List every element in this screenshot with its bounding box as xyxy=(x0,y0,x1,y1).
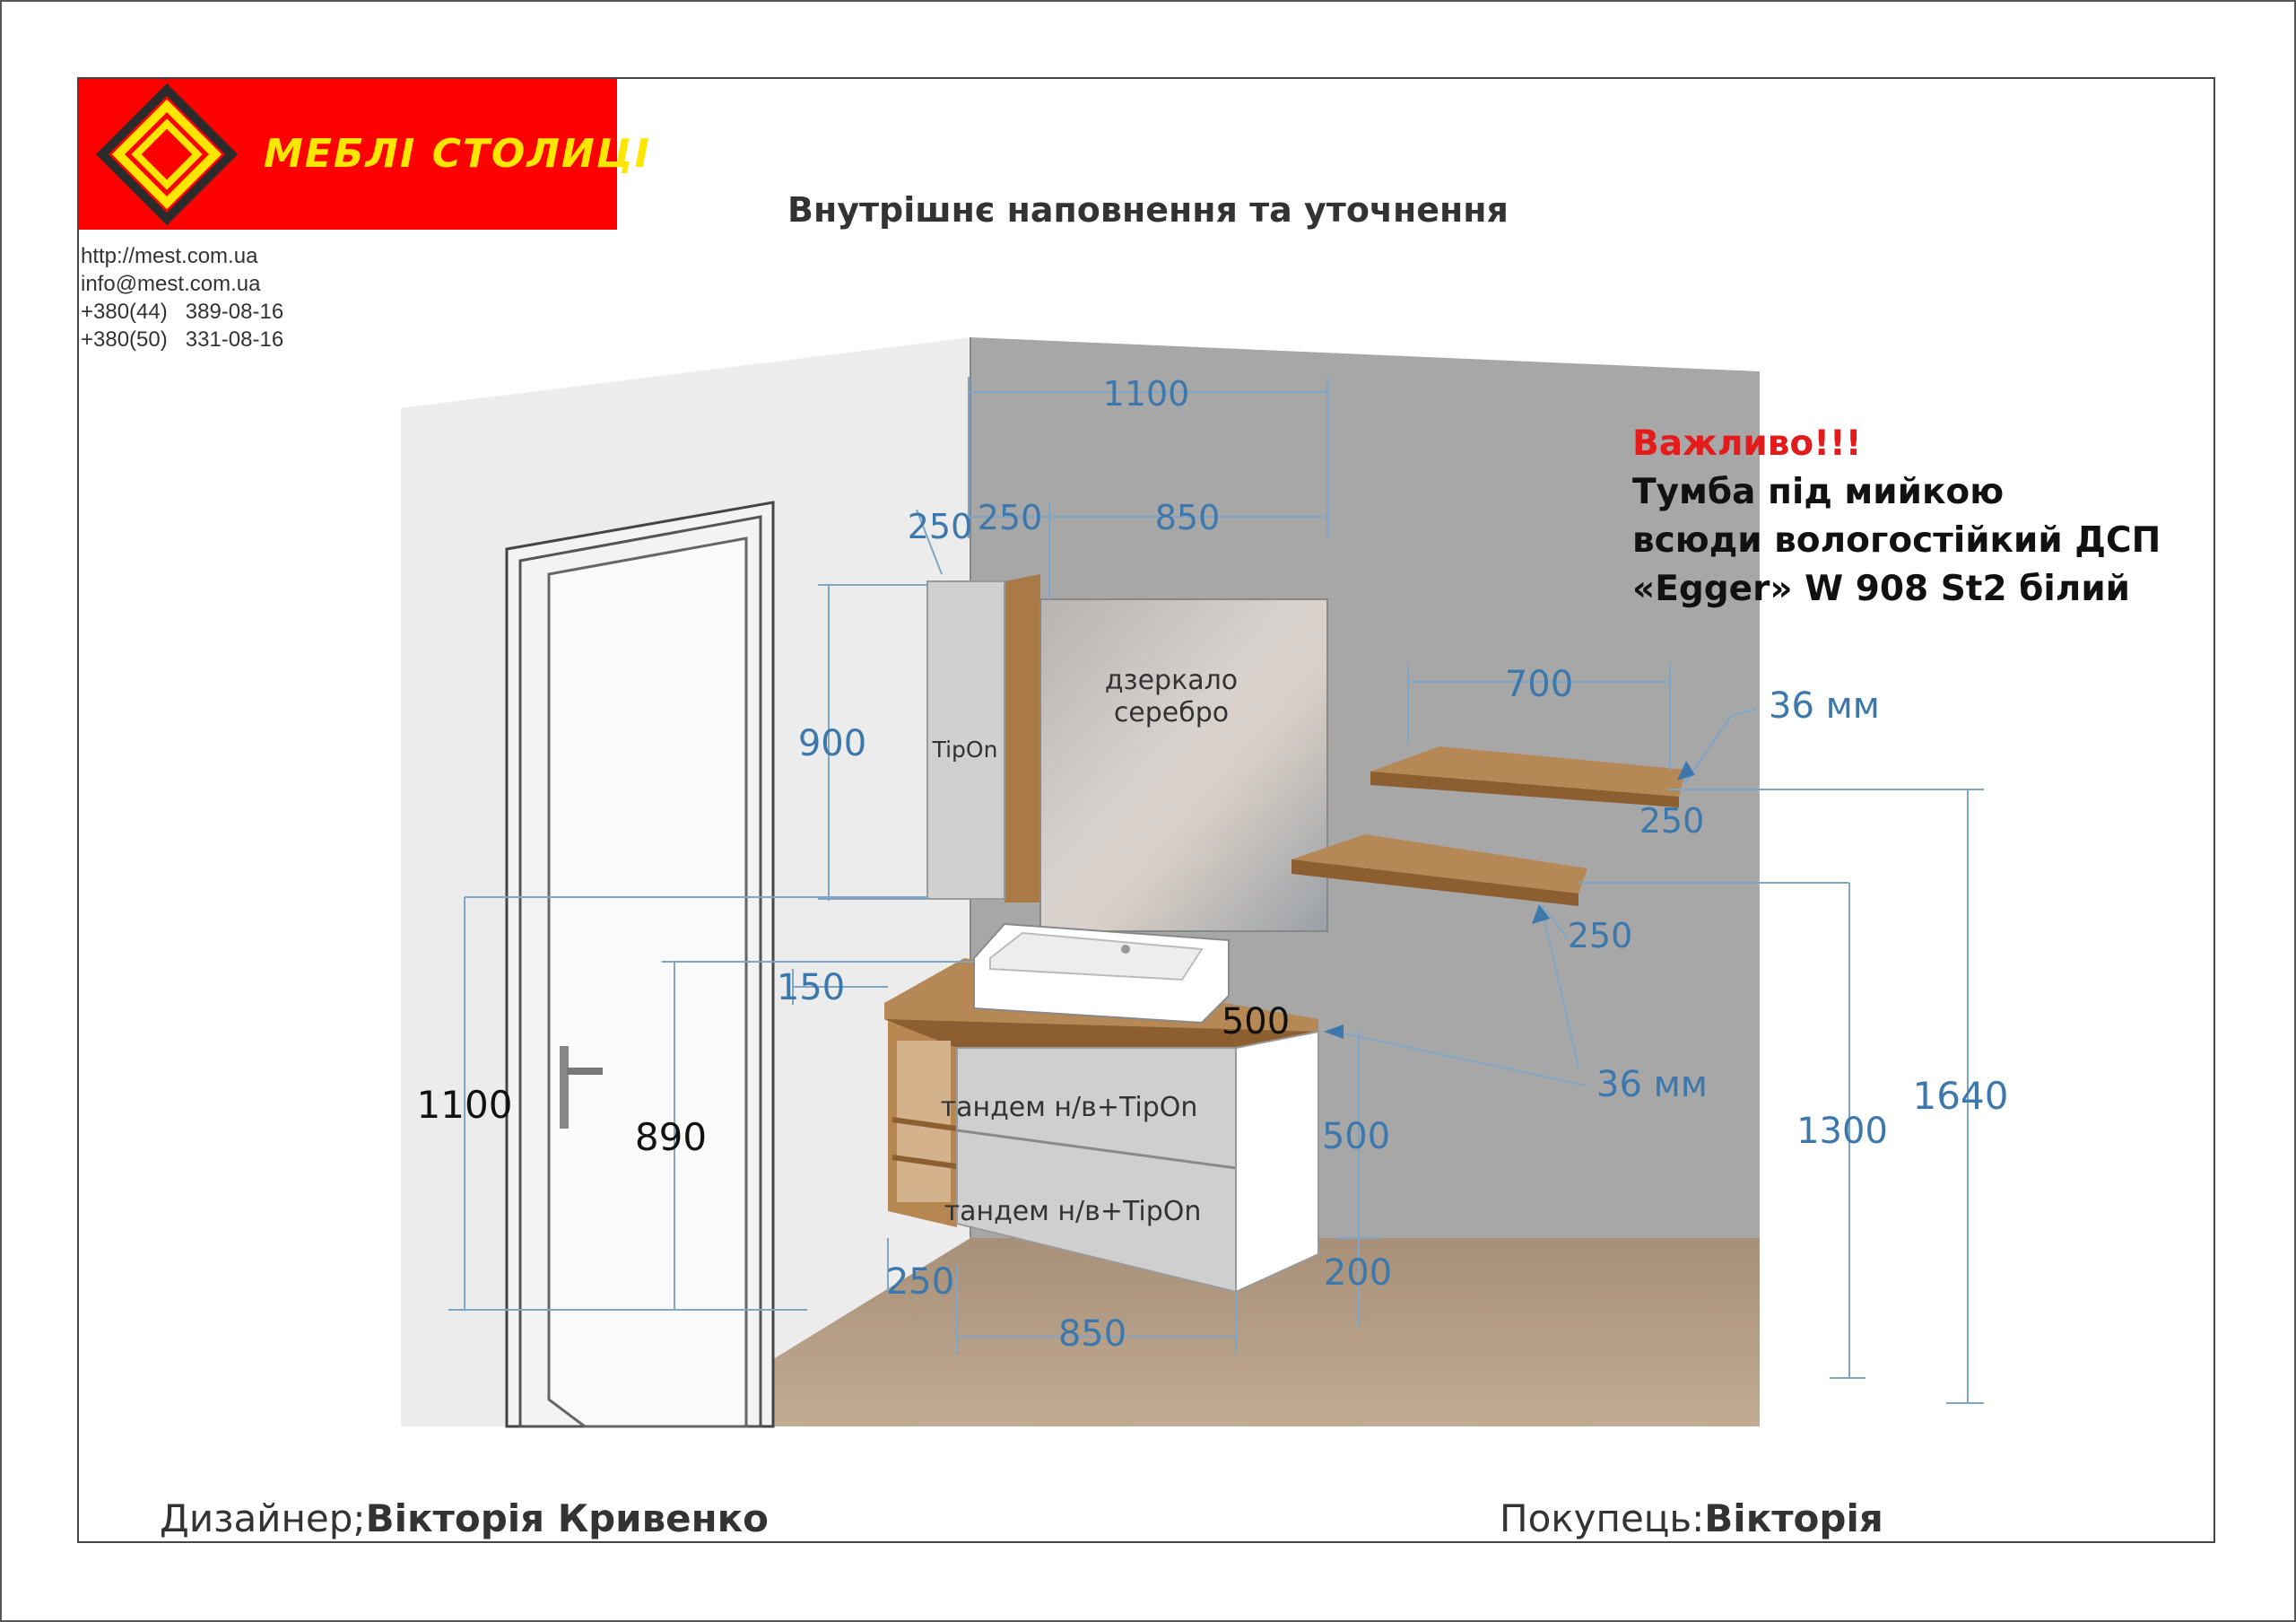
contact-block xyxy=(81,242,283,353)
dim-cabinet-width: 250 xyxy=(977,498,1043,537)
dim-mirror-offset: 150 xyxy=(776,967,846,1008)
dim-floor-gap: 200 xyxy=(1323,1252,1393,1294)
drawer-top-label: тандем н/в+TipOn xyxy=(940,1092,1198,1123)
dim-shelf-depth-top: 250 xyxy=(1639,801,1705,841)
dim-height-890: 890 xyxy=(634,1115,708,1159)
page-title: Внутрішнє наповнення та уточнення xyxy=(787,190,1509,230)
dim-shelf-thickness-bottom: 36 мм xyxy=(1596,1064,1708,1105)
dim-open-shelf-width: 250 xyxy=(885,1261,955,1303)
note-line: всюди вологостійкий ДСП xyxy=(1632,520,2161,561)
mirror-label-2: серебро xyxy=(1113,697,1230,728)
dim-vanity-depth: 500 xyxy=(1221,1001,1291,1042)
mirror xyxy=(1040,599,1327,931)
dim-wall-width: 1100 xyxy=(1102,374,1190,414)
customer-credit xyxy=(1500,1496,1883,1540)
dim-height-1300: 1300 xyxy=(1796,1111,1888,1152)
dim-vanity-height: 500 xyxy=(1321,1116,1391,1157)
customer-name: Вікторія xyxy=(1704,1496,1883,1540)
designer-label: Дизайнер; xyxy=(160,1496,366,1540)
dim-cabinet-depth: 250 xyxy=(907,507,973,546)
brand-name: МЕБЛІ СТОЛИЦІ xyxy=(264,131,651,177)
mirror-label-1: дзеркало xyxy=(1104,665,1239,696)
email-link[interactable]: info@mest.com.ua xyxy=(81,272,261,296)
note-warning: Важливо!!! xyxy=(1632,423,1862,464)
phone-1: +380(44) 389-08-16 xyxy=(81,300,284,324)
dim-height-1100: 1100 xyxy=(416,1083,513,1127)
note-line: Тумба під мийкою xyxy=(1632,472,2005,512)
dim-height-1640: 1640 xyxy=(1912,1074,2009,1118)
sink xyxy=(974,924,1229,1023)
designer-name: Вікторія Кривенко xyxy=(365,1496,770,1540)
drawer-bottom-label: тандем н/в+TipOn xyxy=(944,1196,1202,1227)
dim-shelf-thickness-top: 36 мм xyxy=(1769,685,1880,727)
dim-vanity-width: 850 xyxy=(1057,1313,1127,1355)
phone-2: +380(50) 331-08-16 xyxy=(81,327,284,352)
website-link[interactable]: http://mest.com.ua xyxy=(81,244,258,268)
tipon-label: TipOn xyxy=(932,737,998,763)
door xyxy=(507,502,773,1426)
dim-mirror-width: 850 xyxy=(1154,498,1221,537)
note-line: «Egger» W 908 St2 білий xyxy=(1632,569,2130,609)
customer-label: Покупець: xyxy=(1500,1496,1705,1540)
designer-credit xyxy=(160,1496,769,1540)
dim-shelf-width: 700 xyxy=(1504,664,1574,705)
important-note xyxy=(1632,420,2161,614)
dim-shelf-depth-bottom: 250 xyxy=(1567,916,1633,955)
dim-cabinet-height: 900 xyxy=(797,723,867,764)
